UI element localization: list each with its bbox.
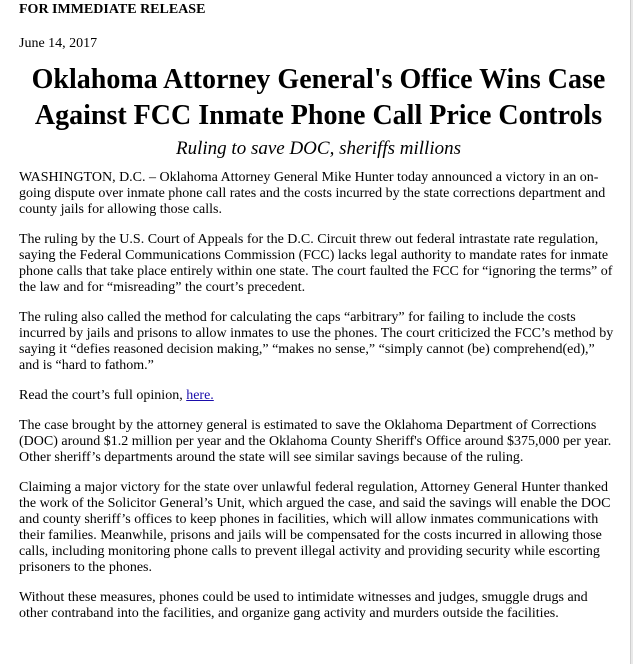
subheadline: Ruling to save DOC, sheriffs millions bbox=[176, 138, 461, 159]
paragraph: WASHINGTON, D.C. – Oklahoma Attorney General Mike Hunter today announced a victory in an on-going dispute over inmate phone call rates and the costs incurred by the state corrections department and county jails for allowing those calls. bbox=[19, 170, 606, 217]
paragraph: The ruling also called the method for calculating the caps “arbitrary” for failing to include the costs incurred by jails and prisons to allow inmates to use the phones. The court criticized the FCC’s method by saying it “defies reasoned decision making,” “makes no sense,” “simply cannot (be) comprehend(ed),” and is “hard to fathom.” bbox=[19, 310, 614, 373]
paragraph: The case brought by the attorney general is estimated to save the Oklahoma Department of Corrections (DOC) around $1.2 million per year and the Oklahoma County Sheriff's Office around $375,000 per year. Other sheriff’s departments around the state will see similar savings because of the ruling. bbox=[19, 418, 612, 465]
release-date: June 14, 2017 bbox=[19, 36, 98, 51]
paragraph: Claiming a major victory for the state over unlawful federal regulation, Attorney General Hunter thanked the work of the Solicitor General’s Unit, which argued the case, and said the savings will enable the DOC and county sheriff’s offices to keep phones in facilities, which will allow inmates communications with their families. Meanwhile, prisons and jails will be compensated for the costs incurred in allowing those calls, including monitoring phone calls to prevent illegal activity and providing security while escorting prisoners to the phones. bbox=[19, 480, 611, 575]
opinion-link[interactable]: here. bbox=[186, 388, 214, 403]
headline: Oklahoma Attorney General's Office Wins Case Against FCC Inmate Phone Call Price Controls bbox=[31, 64, 606, 131]
release-label: FOR IMMEDIATE RELEASE bbox=[19, 2, 206, 17]
paragraph: The ruling by the U.S. Court of Appeals for the D.C. Circuit threw out federal intrastate rate regulation, saying the Federal Communications Commission (FCC) lacks legal authority to mandate rates for inmate phone calls that take place entirely within one state. The court faulted the FCC for “ignoring the terms” of the law and for “misreading” the court’s precedent. bbox=[19, 232, 613, 295]
article-body bbox=[19, 170, 618, 622]
opinion-text: Read the court’s full opinion, bbox=[19, 388, 187, 403]
paragraph: Without these measures, phones could be used to intimidate witnesses and judges, smuggle drugs and other contraband into the facilities, and organize gang activity and murders outside the facilities. bbox=[19, 590, 588, 621]
opinion-paragraph bbox=[19, 388, 618, 404]
